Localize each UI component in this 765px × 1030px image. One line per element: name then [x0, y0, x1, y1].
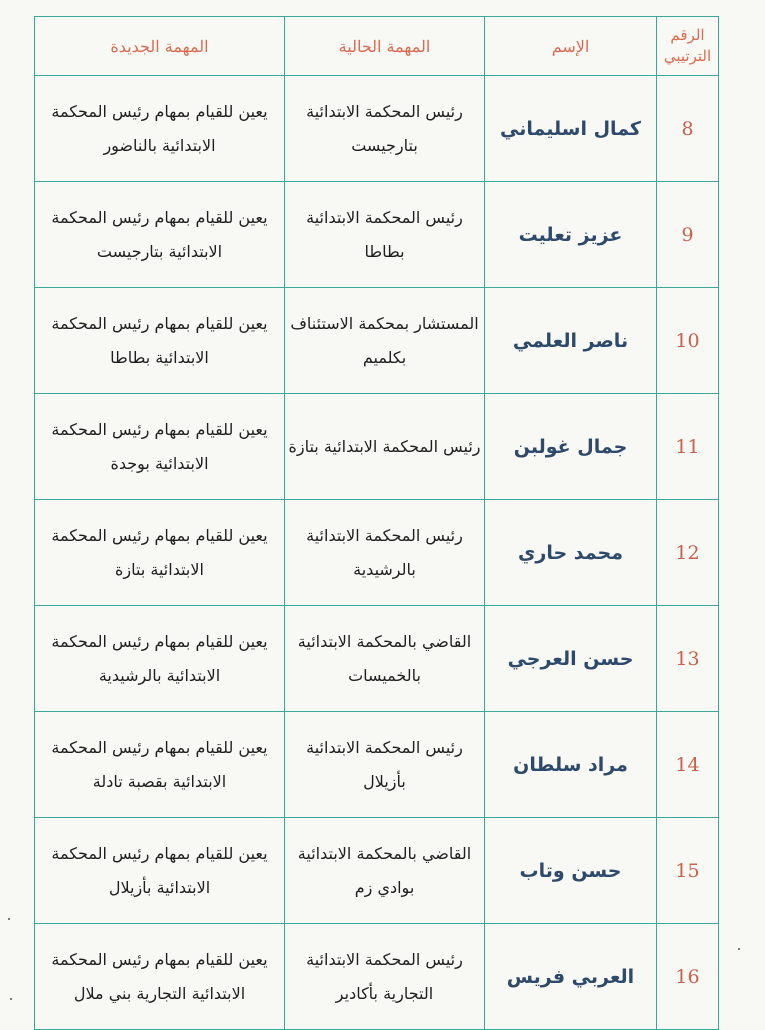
scan-speck: [738, 948, 740, 950]
row-new-task: يعين للقيام بمهام رئيس المحكمة الابتدائية بالناضور: [35, 76, 285, 182]
row-number: 15: [657, 818, 719, 924]
row-number: 12: [657, 500, 719, 606]
scan-speck: [8, 918, 10, 920]
row-name: العربي فريس: [485, 924, 657, 1030]
header-new-task: المهمة الجديدة: [35, 17, 285, 76]
header-name: الإسم: [485, 17, 657, 76]
table-header-row: [35, 17, 719, 76]
table-row: [35, 394, 719, 500]
row-name: كمال اسليماني: [485, 76, 657, 182]
header-current-task: المهمة الحالية: [285, 17, 485, 76]
row-name: مراد سلطان: [485, 712, 657, 818]
row-name: حسن وتاب: [485, 818, 657, 924]
row-new-task: يعين للقيام بمهام رئيس المحكمة الابتدائية بوجدة: [35, 394, 285, 500]
row-current-task: رئيس المحكمة الابتدائية التجارية بأكادير: [285, 924, 485, 1030]
row-name: حسن العرجي: [485, 606, 657, 712]
row-number: 14: [657, 712, 719, 818]
row-current-task: القاضي بالمحكمة الابتدائية بالخميسات: [285, 606, 485, 712]
row-name: ناصر العلمي: [485, 288, 657, 394]
row-name: محمد حاري: [485, 500, 657, 606]
row-number: 9: [657, 182, 719, 288]
row-current-task: رئيس المحكمة الابتدائية بطاطا: [285, 182, 485, 288]
row-number: 10: [657, 288, 719, 394]
row-number: 11: [657, 394, 719, 500]
row-new-task: يعين للقيام بمهام رئيس المحكمة الابتدائية بقصبة تادلة: [35, 712, 285, 818]
row-name: عزيز تعليت: [485, 182, 657, 288]
row-name: جمال غولبن: [485, 394, 657, 500]
row-new-task: يعين للقيام بمهام رئيس المحكمة الابتدائية التجارية بني ملال: [35, 924, 285, 1030]
row-new-task: يعين للقيام بمهام رئيس المحكمة الابتدائية بتارجيست: [35, 182, 285, 288]
row-current-task: رئيس المحكمة الابتدائية بأزيلال: [285, 712, 485, 818]
row-new-task: يعين للقيام بمهام رئيس المحكمة الابتدائية بأزيلال: [35, 818, 285, 924]
row-number: 13: [657, 606, 719, 712]
row-new-task: يعين للقيام بمهام رئيس المحكمة الابتدائية بالرشيدية: [35, 606, 285, 712]
table-row: [35, 182, 719, 288]
table-row: [35, 818, 719, 924]
row-current-task: المستشار بمحكمة الاستئناف بكلميم: [285, 288, 485, 394]
row-current-task: رئيس المحكمة الابتدائية بتازة: [285, 394, 485, 500]
row-current-task: رئيس المحكمة الابتدائية بالرشيدية: [285, 500, 485, 606]
table-row: [35, 606, 719, 712]
table-row: [35, 288, 719, 394]
table-row: [35, 924, 719, 1030]
appointments-table: [34, 16, 719, 1030]
row-number: 8: [657, 76, 719, 182]
row-new-task: يعين للقيام بمهام رئيس المحكمة الابتدائية بطاطا: [35, 288, 285, 394]
header-number: الرقم الترتيبي: [657, 17, 719, 76]
table-row: [35, 712, 719, 818]
row-current-task: رئيس المحكمة الابتدائية بتارجيست: [285, 76, 485, 182]
table-row: [35, 76, 719, 182]
row-new-task: يعين للقيام بمهام رئيس المحكمة الابتدائية بتازة: [35, 500, 285, 606]
table-row: [35, 500, 719, 606]
row-number: 16: [657, 924, 719, 1030]
scan-speck: [10, 998, 12, 1000]
row-current-task: القاضي بالمحكمة الابتدائية بوادي زم: [285, 818, 485, 924]
